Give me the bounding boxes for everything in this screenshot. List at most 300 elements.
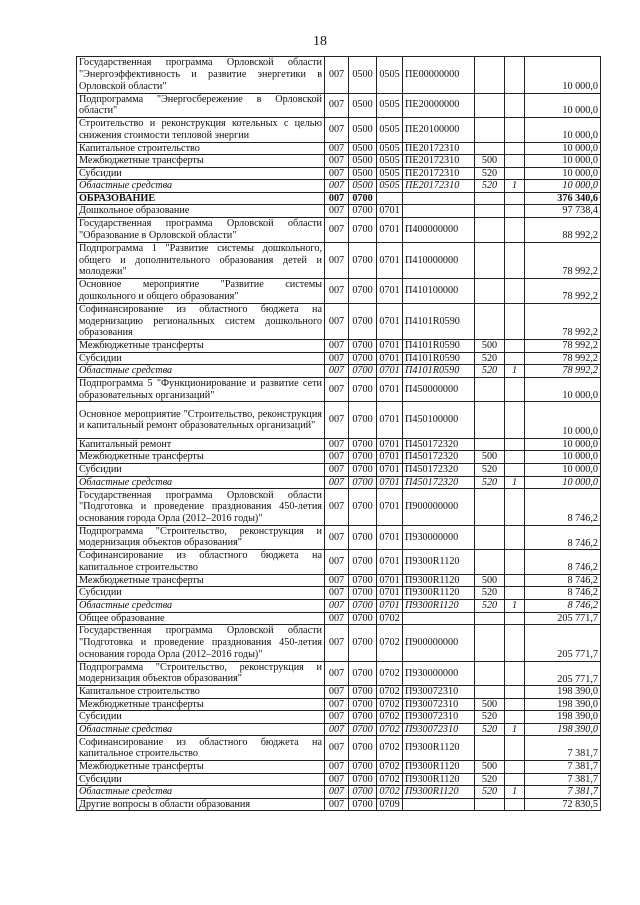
cell-section-code: 0700 [349,489,377,526]
cell-section-code: 0500 [349,57,377,94]
cell-target-article: П9300R1120 [403,574,475,587]
cell-ministry-code: 007 [325,612,349,625]
cell-name: Субсидии [77,167,325,180]
cell-name: Областные средства [77,723,325,736]
cell-funding-source [505,57,525,94]
cell-expense-type [475,57,505,94]
cell-section-code: 0700 [349,464,377,477]
cell-name: Подпрограмма "Энергосбережение в Орловской области" [77,93,325,118]
cell-expense-type [475,625,505,662]
cell-name: Подпрограмма "Строительство, реконструкция и модернизация объектов образования" [77,525,325,550]
cell-target-article: П400000000 [403,218,475,243]
cell-target-article: П9300R1120 [403,786,475,799]
cell-subsection-code: 0701 [377,587,403,600]
cell-target-article: ПЕ20100000 [403,118,475,143]
cell-amount: 8 746,2 [525,599,601,612]
cell-expense-type: 520 [475,723,505,736]
cell-ministry-code: 007 [325,340,349,353]
table-row [77,773,601,786]
cell-subsection-code: 0505 [377,167,403,180]
cell-name: Строительство и реконструкция котельных с целью снижения стоимости тепловой энергии [77,118,325,143]
cell-subsection-code: 0701 [377,525,403,550]
cell-section-code: 0700 [349,340,377,353]
cell-amount: 205 771,7 [525,661,601,686]
cell-amount: 10 000,0 [525,402,601,439]
cell-name: Областные средства [77,476,325,489]
cell-name: Софинансирование из областного бюджета на капитальное строительство [77,736,325,761]
table-row [77,57,601,94]
cell-ministry-code: 007 [325,686,349,699]
cell-name: Государственная программа Орловской области "Подготовка и проведение празднования 450-летия основания города Орла (2012–2016 годы)" [77,489,325,526]
cell-name: Государственная программа Орловской области "Энергоэффективность и развитие энергетики в Орловской области" [77,57,325,94]
cell-funding-source: 1 [505,723,525,736]
cell-section-code: 0500 [349,93,377,118]
cell-subsection-code: 0701 [377,340,403,353]
cell-amount: 10 000,0 [525,180,601,193]
cell-target-article: П9300R1120 [403,587,475,600]
table-row [77,155,601,168]
cell-expense-type [475,205,505,218]
cell-amount: 72 830,5 [525,798,601,811]
cell-subsection-code: 0701 [377,476,403,489]
cell-name: Межбюджетные трансферты [77,451,325,464]
cell-subsection-code: 0701 [377,242,403,279]
table-row [77,698,601,711]
cell-target-article: П930000000 [403,525,475,550]
cell-target-article: П930072310 [403,723,475,736]
cell-expense-type [475,118,505,143]
cell-target-article: П450000000 [403,377,475,402]
cell-amount: 7 381,7 [525,773,601,786]
cell-funding-source [505,489,525,526]
cell-amount: 10 000,0 [525,377,601,402]
cell-name: Межбюджетные трансферты [77,155,325,168]
cell-funding-source [505,242,525,279]
cell-name: ОБРАЗОВАНИЕ [77,192,325,205]
cell-ministry-code: 007 [325,786,349,799]
cell-section-code: 0700 [349,192,377,205]
cell-name: Капитальное строительство [77,686,325,699]
cell-target-article: П4101R0590 [403,352,475,365]
cell-subsection-code: 0702 [377,686,403,699]
table-row [77,625,601,662]
cell-ministry-code: 007 [325,365,349,378]
cell-ministry-code: 007 [325,192,349,205]
cell-name: Капитальный ремонт [77,438,325,451]
cell-target-article: П9300R1120 [403,736,475,761]
cell-funding-source [505,464,525,477]
cell-name: Субсидии [77,587,325,600]
cell-expense-type [475,242,505,279]
table-row [77,93,601,118]
cell-target-article: П410100000 [403,279,475,304]
table-row [77,587,601,600]
table-row [77,303,601,340]
table-row [77,599,601,612]
cell-ministry-code: 007 [325,93,349,118]
table-row [77,550,601,575]
cell-expense-type: 520 [475,786,505,799]
cell-target-article: П9300R1120 [403,773,475,786]
cell-expense-type: 500 [475,698,505,711]
cell-section-code: 0700 [349,612,377,625]
cell-section-code: 0500 [349,118,377,143]
cell-funding-source [505,340,525,353]
cell-ministry-code: 007 [325,574,349,587]
cell-ministry-code: 007 [325,736,349,761]
cell-subsection-code: 0505 [377,180,403,193]
cell-subsection-code: 0702 [377,711,403,724]
cell-amount: 8 746,2 [525,550,601,575]
cell-expense-type: 520 [475,587,505,600]
cell-subsection-code: 0505 [377,93,403,118]
cell-amount: 10 000,0 [525,464,601,477]
cell-target-article: ПЕ20172310 [403,155,475,168]
cell-name: Областные средства [77,180,325,193]
cell-ministry-code: 007 [325,587,349,600]
cell-funding-source [505,93,525,118]
cell-name: Субсидии [77,773,325,786]
cell-target-article: П930000000 [403,661,475,686]
cell-expense-type: 520 [475,773,505,786]
cell-amount: 376 340,6 [525,192,601,205]
table-row [77,340,601,353]
table-row [77,118,601,143]
cell-section-code: 0700 [349,723,377,736]
cell-section-code: 0500 [349,167,377,180]
cell-name: Софинансирование из областного бюджета на модернизацию региональных систем дошкольного образования [77,303,325,340]
cell-amount: 10 000,0 [525,155,601,168]
cell-funding-source [505,525,525,550]
cell-subsection-code: 0701 [377,550,403,575]
table-row [77,476,601,489]
cell-expense-type: 520 [475,476,505,489]
cell-amount: 7 381,7 [525,760,601,773]
cell-name: Областные средства [77,599,325,612]
cell-ministry-code: 007 [325,205,349,218]
cell-ministry-code: 007 [325,279,349,304]
budget-table-body [77,57,601,811]
cell-ministry-code: 007 [325,218,349,243]
cell-subsection-code: 0701 [377,489,403,526]
cell-target-article: ПЕ20000000 [403,93,475,118]
cell-target-article: П9300R1120 [403,760,475,773]
cell-section-code: 0700 [349,218,377,243]
cell-section-code: 0700 [349,587,377,600]
table-row [77,180,601,193]
table-row [77,786,601,799]
cell-subsection-code: 0701 [377,303,403,340]
cell-funding-source: 1 [505,476,525,489]
cell-funding-source [505,574,525,587]
cell-target-article: ПЕ20172310 [403,167,475,180]
cell-ministry-code: 007 [325,698,349,711]
cell-section-code: 0700 [349,242,377,279]
cell-section-code: 0700 [349,352,377,365]
table-row [77,798,601,811]
table-row [77,464,601,477]
cell-funding-source [505,205,525,218]
cell-expense-type [475,736,505,761]
cell-amount: 10 000,0 [525,438,601,451]
cell-subsection-code: 0702 [377,736,403,761]
cell-subsection-code: 0701 [377,365,403,378]
cell-subsection-code: 0702 [377,625,403,662]
cell-amount: 205 771,7 [525,625,601,662]
table-row [77,489,601,526]
cell-expense-type [475,142,505,155]
cell-funding-source [505,118,525,143]
cell-funding-source: 1 [505,365,525,378]
table-row [77,377,601,402]
cell-funding-source [505,438,525,451]
cell-expense-type [475,550,505,575]
cell-target-article: П450172320 [403,438,475,451]
page-number: 18 [313,34,327,49]
cell-subsection-code: 0702 [377,612,403,625]
cell-subsection-code: 0702 [377,760,403,773]
cell-ministry-code: 007 [325,711,349,724]
cell-ministry-code: 007 [325,167,349,180]
table-row [77,723,601,736]
cell-target-article: ПЕ20172310 [403,180,475,193]
cell-section-code: 0700 [349,625,377,662]
cell-amount: 78 992,2 [525,340,601,353]
cell-section-code: 0700 [349,402,377,439]
cell-name: Подпрограмма 5 "Функционирование и развитие сети образовательных организаций" [77,377,325,402]
cell-name: Государственная программа Орловской области "Подготовка и проведение празднования 450-летия основания города Орла (2012–2016 годы)" [77,625,325,662]
cell-subsection-code: 0701 [377,218,403,243]
cell-name: Государственная программа Орловской области "Образование в Орловской области" [77,218,325,243]
cell-section-code: 0700 [349,205,377,218]
cell-expense-type [475,218,505,243]
cell-amount: 97 738,4 [525,205,601,218]
cell-funding-source [505,698,525,711]
table-row [77,402,601,439]
cell-target-article: П410000000 [403,242,475,279]
cell-ministry-code: 007 [325,798,349,811]
cell-name: Основное мероприятие "Развитие системы дошкольного и общего образования" [77,279,325,304]
cell-subsection-code: 0505 [377,118,403,143]
cell-funding-source [505,218,525,243]
cell-section-code: 0700 [349,599,377,612]
cell-name: Межбюджетные трансферты [77,760,325,773]
cell-subsection-code: 0702 [377,698,403,711]
cell-expense-type: 520 [475,167,505,180]
cell-subsection-code: 0505 [377,142,403,155]
cell-name: Межбюджетные трансферты [77,698,325,711]
cell-subsection-code: 0702 [377,773,403,786]
table-row [77,242,601,279]
cell-section-code: 0700 [349,365,377,378]
cell-funding-source [505,711,525,724]
cell-amount: 88 992,2 [525,218,601,243]
cell-funding-source [505,661,525,686]
cell-amount: 10 000,0 [525,118,601,143]
cell-amount: 8 746,2 [525,489,601,526]
cell-target-article: П900000000 [403,489,475,526]
cell-ministry-code: 007 [325,760,349,773]
cell-amount: 78 992,2 [525,365,601,378]
cell-amount: 10 000,0 [525,476,601,489]
cell-funding-source [505,142,525,155]
cell-subsection-code: 0701 [377,352,403,365]
cell-expense-type: 520 [475,365,505,378]
cell-funding-source [505,377,525,402]
cell-ministry-code: 007 [325,180,349,193]
cell-ministry-code: 007 [325,303,349,340]
cell-section-code: 0500 [349,142,377,155]
cell-name: Основное мероприятие "Строительство, реконструкция и капитальный ремонт образовательных организаций" [77,402,325,439]
cell-amount: 10 000,0 [525,167,601,180]
cell-section-code: 0700 [349,773,377,786]
cell-name: Субсидии [77,352,325,365]
cell-target-article [403,192,475,205]
cell-funding-source [505,587,525,600]
cell-funding-source: 1 [505,786,525,799]
table-row [77,661,601,686]
cell-name: Капитальное строительство [77,142,325,155]
cell-target-article: П4101R0590 [403,303,475,340]
cell-expense-type [475,402,505,439]
cell-expense-type: 500 [475,451,505,464]
cell-section-code: 0700 [349,279,377,304]
cell-name: Областные средства [77,786,325,799]
cell-amount: 198 390,0 [525,723,601,736]
cell-ministry-code: 007 [325,155,349,168]
table-row [77,612,601,625]
cell-funding-source [505,402,525,439]
cell-name: Субсидии [77,464,325,477]
cell-subsection-code: 0702 [377,723,403,736]
cell-target-article: П450172320 [403,464,475,477]
cell-target-article [403,612,475,625]
table-row [77,218,601,243]
cell-subsection-code: 0701 [377,279,403,304]
cell-section-code: 0700 [349,711,377,724]
cell-funding-source [505,625,525,662]
budget-table-container [76,56,600,811]
cell-expense-type [475,489,505,526]
cell-section-code: 0700 [349,550,377,575]
cell-expense-type: 500 [475,155,505,168]
cell-section-code: 0500 [349,155,377,168]
cell-ministry-code: 007 [325,625,349,662]
cell-ministry-code: 007 [325,464,349,477]
cell-funding-source [505,736,525,761]
cell-name: Другие вопросы в области образования [77,798,325,811]
cell-name: Областные средства [77,365,325,378]
cell-expense-type: 520 [475,180,505,193]
cell-ministry-code: 007 [325,142,349,155]
table-row [77,167,601,180]
cell-expense-type: 500 [475,760,505,773]
cell-target-article: ПЕ20172310 [403,142,475,155]
cell-expense-type [475,438,505,451]
cell-target-article [403,205,475,218]
cell-target-article: П930072310 [403,698,475,711]
cell-target-article: П930072310 [403,686,475,699]
cell-subsection-code: 0702 [377,786,403,799]
cell-name: Софинансирование из областного бюджета на капитальное строительство [77,550,325,575]
cell-subsection-code: 0701 [377,402,403,439]
cell-section-code: 0700 [349,736,377,761]
cell-target-article: П450172320 [403,451,475,464]
cell-expense-type [475,377,505,402]
table-row [77,574,601,587]
cell-ministry-code: 007 [325,57,349,94]
cell-target-article: П4101R0590 [403,340,475,353]
cell-expense-type [475,303,505,340]
cell-target-article: П930072310 [403,711,475,724]
cell-expense-type [475,686,505,699]
cell-funding-source [505,352,525,365]
cell-ministry-code: 007 [325,438,349,451]
cell-target-article: П450172320 [403,476,475,489]
table-row [77,736,601,761]
cell-target-article: П4101R0590 [403,365,475,378]
cell-funding-source [505,550,525,575]
cell-ministry-code: 007 [325,242,349,279]
cell-section-code: 0700 [349,451,377,464]
cell-section-code: 0500 [349,180,377,193]
cell-target-article: ПЕ00000000 [403,57,475,94]
cell-target-article [403,798,475,811]
cell-subsection-code: 0701 [377,377,403,402]
cell-expense-type [475,279,505,304]
table-row [77,365,601,378]
cell-target-article: П900000000 [403,625,475,662]
cell-section-code: 0700 [349,786,377,799]
cell-subsection-code: 0701 [377,574,403,587]
cell-target-article: П450100000 [403,402,475,439]
cell-amount: 78 992,2 [525,352,601,365]
cell-expense-type: 500 [475,340,505,353]
cell-expense-type: 520 [475,711,505,724]
table-row [77,686,601,699]
table-row [77,711,601,724]
cell-ministry-code: 007 [325,661,349,686]
cell-amount: 198 390,0 [525,686,601,699]
cell-section-code: 0700 [349,303,377,340]
cell-funding-source [505,167,525,180]
table-row [77,525,601,550]
cell-name: Межбюджетные трансферты [77,574,325,587]
cell-funding-source: 1 [505,599,525,612]
cell-section-code: 0700 [349,525,377,550]
cell-section-code: 0700 [349,698,377,711]
cell-ministry-code: 007 [325,599,349,612]
cell-ministry-code: 007 [325,773,349,786]
cell-name: Общее образование [77,612,325,625]
cell-funding-source: 1 [505,180,525,193]
cell-funding-source [505,798,525,811]
cell-funding-source [505,612,525,625]
cell-amount: 10 000,0 [525,93,601,118]
cell-subsection-code: 0505 [377,57,403,94]
cell-ministry-code: 007 [325,451,349,464]
cell-subsection-code: 0701 [377,438,403,451]
table-row [77,279,601,304]
table-row [77,192,601,205]
cell-ministry-code: 007 [325,352,349,365]
cell-expense-type [475,661,505,686]
cell-funding-source [505,773,525,786]
cell-amount: 7 381,7 [525,786,601,799]
cell-expense-type: 520 [475,352,505,365]
cell-amount: 10 000,0 [525,142,601,155]
cell-expense-type: 520 [475,464,505,477]
